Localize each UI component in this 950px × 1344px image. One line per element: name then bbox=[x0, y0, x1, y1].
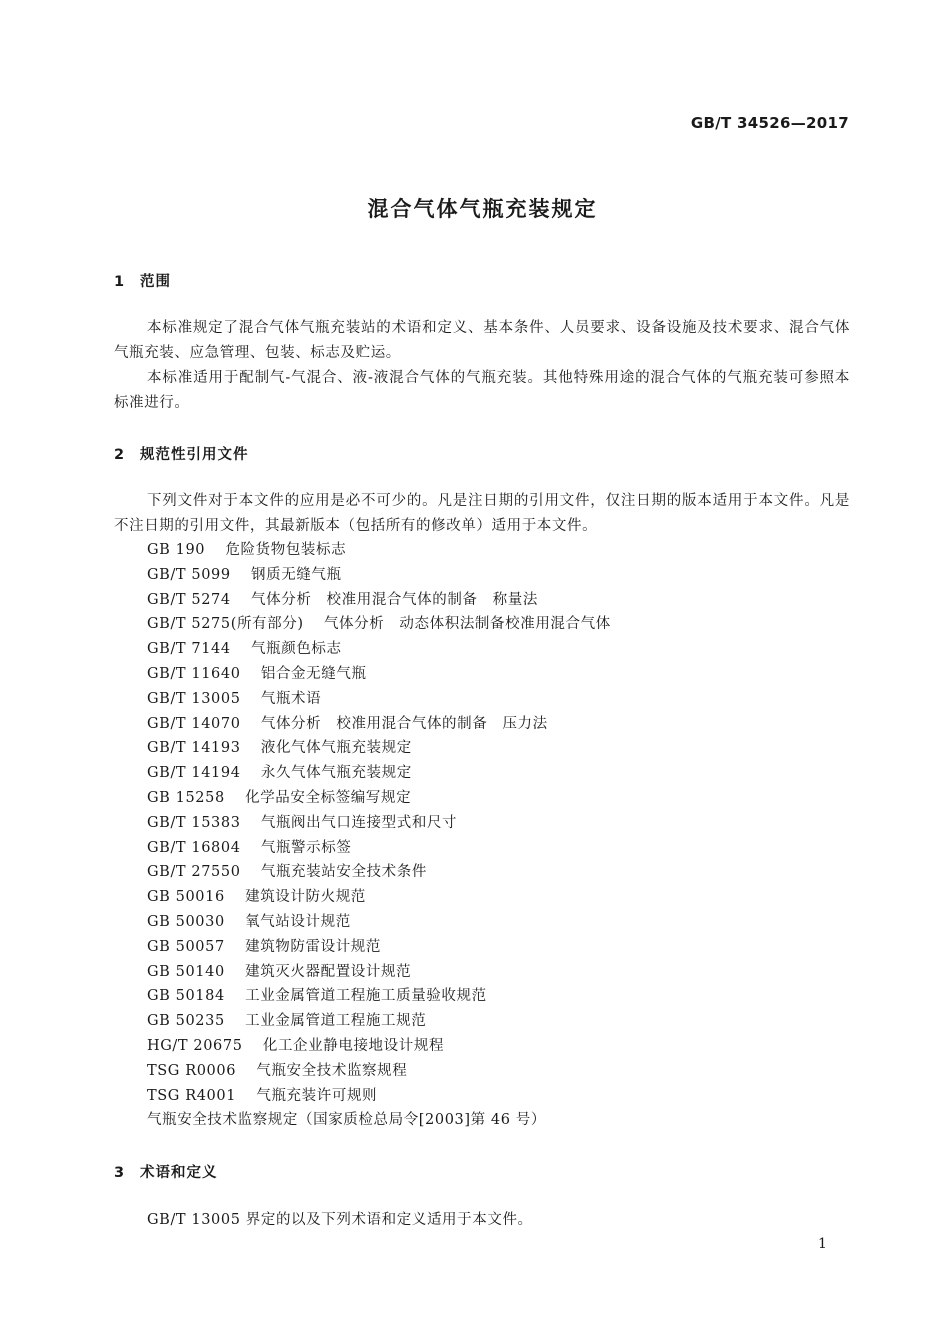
reference-code: GB/T 15383 bbox=[147, 814, 241, 831]
reference-item bbox=[147, 712, 611, 737]
reference-item bbox=[147, 662, 611, 687]
reference-item bbox=[147, 1108, 611, 1133]
section-title: 规范性引用文件 bbox=[140, 447, 249, 463]
reference-title: 工业金属管道工程施工规范 bbox=[245, 1013, 427, 1030]
section-3-paragraph-1: GB/T 13005 界定的以及下列术语和定义适用于本文件。 bbox=[147, 1212, 533, 1228]
reference-code: GB 190 bbox=[147, 542, 206, 558]
reference-title: 钢质无缝气瓶 bbox=[251, 566, 342, 583]
section-number: 2 bbox=[114, 447, 126, 463]
reference-title: 危险货物包装标志 bbox=[225, 542, 347, 558]
reference-title: 建筑灭火器配置设计规范 bbox=[245, 963, 412, 980]
reference-item bbox=[147, 612, 611, 637]
reference-code: GB/T 11640 bbox=[147, 665, 241, 682]
reference-item bbox=[147, 687, 611, 712]
reference-item bbox=[147, 1034, 611, 1059]
reference-item bbox=[147, 836, 611, 861]
reference-item bbox=[147, 885, 611, 910]
reference-title: 气瓶安全技术监察规程 bbox=[256, 1062, 408, 1079]
section-number: 1 bbox=[114, 274, 126, 290]
reference-code: GB 50140 bbox=[147, 963, 225, 980]
reference-code: GB/T 5099 bbox=[147, 566, 231, 583]
reference-code: GB/T 14194 bbox=[147, 765, 241, 782]
section-1-paragraph-1: 本标准规定了混合气体气瓶充装站的术语和定义、基本条件、人员要求、设备设施及技术要求、混合气体气瓶充装、应急管理、包装、标志及贮运。 bbox=[114, 320, 850, 361]
reference-code: GB/T 7144 bbox=[147, 641, 231, 658]
reference-item bbox=[147, 637, 611, 662]
reference-code: GB/T 27550 bbox=[147, 864, 241, 881]
reference-item bbox=[147, 1084, 611, 1109]
reference-item bbox=[147, 736, 611, 761]
reference-code: GB/T 5274 bbox=[147, 591, 231, 608]
reference-code: GB/T 13005 bbox=[147, 690, 241, 707]
reference-title: 气瓶充装站安全技术条件 bbox=[260, 864, 427, 881]
reference-item bbox=[147, 563, 611, 588]
section-2-heading bbox=[114, 443, 249, 464]
section-1-paragraph-2: 本标准适用于配制气-气混合、液-液混合气体的气瓶充装。其他特殊用途的混合气体的气瓶充装可参照本标准进行。 bbox=[114, 370, 850, 411]
reference-title: 工业金属管道工程施工质量验收规范 bbox=[245, 988, 487, 1005]
reference-title: 化学品安全标签编写规定 bbox=[245, 789, 412, 806]
reference-title: 气瓶阀出气口连接型式和尺寸 bbox=[260, 814, 458, 831]
reference-code: GB/T 16804 bbox=[147, 839, 241, 856]
reference-code: GB/T 14070 bbox=[147, 715, 241, 732]
reference-item bbox=[147, 910, 611, 935]
reference-item bbox=[147, 588, 611, 613]
reference-code: GB 50235 bbox=[147, 1013, 225, 1030]
reference-title: 气瓶警示标签 bbox=[260, 839, 352, 856]
section-3-heading bbox=[114, 1161, 218, 1182]
section-title: 范围 bbox=[140, 274, 171, 290]
section-title: 术语和定义 bbox=[140, 1165, 218, 1181]
document-title: 混合气体气瓶充装规定 bbox=[367, 197, 598, 221]
reference-title: 气体分析 动态体积法制备校准用混合气体 bbox=[323, 616, 611, 633]
reference-code: TSG R0006 bbox=[147, 1062, 237, 1079]
reference-code: GB/T 14193 bbox=[147, 740, 241, 757]
reference-code: GB 50184 bbox=[147, 988, 225, 1005]
reference-title: 永久气体气瓶充装规定 bbox=[260, 765, 412, 782]
reference-list bbox=[147, 538, 611, 1133]
reference-item bbox=[147, 935, 611, 960]
reference-item bbox=[147, 1009, 611, 1034]
reference-item bbox=[147, 538, 611, 563]
reference-item bbox=[147, 1059, 611, 1084]
reference-title: 气体分析 校准用混合气体的制备 压力法 bbox=[260, 715, 548, 732]
reference-code: HG/T 20675 bbox=[147, 1037, 243, 1054]
reference-title: 铝合金无缝气瓶 bbox=[260, 665, 367, 682]
standard-code: GB/T 34526—2017 bbox=[690, 114, 849, 132]
reference-title: 液化气体气瓶充装规定 bbox=[260, 740, 412, 757]
reference-code: GB 50057 bbox=[147, 938, 225, 955]
reference-title: 化工企业静电接地设计规程 bbox=[262, 1037, 445, 1054]
reference-title: 气体分析 校准用混合气体的制备 称量法 bbox=[251, 591, 538, 608]
reference-code: GB 50030 bbox=[147, 913, 225, 930]
reference-item bbox=[147, 761, 611, 786]
reference-title: 气瓶颜色标志 bbox=[251, 641, 342, 658]
reference-code: GB/T 5275(所有部分) bbox=[147, 616, 304, 633]
reference-item bbox=[147, 960, 611, 985]
reference-title: 建筑设计防火规范 bbox=[245, 889, 366, 906]
reference-title: 气瓶充装许可规则 bbox=[256, 1087, 378, 1104]
reference-item bbox=[147, 984, 611, 1009]
reference-title: 氧气站设计规范 bbox=[245, 913, 351, 930]
reference-item bbox=[147, 860, 611, 885]
section-1-heading bbox=[114, 270, 171, 291]
reference-item bbox=[147, 811, 611, 836]
reference-title: 气瓶安全技术监察规定（国家质检总局令[2003]第 46 号） bbox=[147, 1112, 546, 1129]
reference-title: 建筑物防雷设计规范 bbox=[245, 938, 381, 955]
reference-item bbox=[147, 786, 611, 811]
reference-title: 气瓶术语 bbox=[260, 690, 322, 707]
section-2-paragraph-1: 下列文件对于本文件的应用是必不可少的。凡是注日期的引用文件，仅注日期的版本适用于本文件。凡是不注日期的引用文件，其最新版本（包括所有的修改单）适用于本文件。 bbox=[114, 493, 850, 534]
reference-code: GB 15258 bbox=[147, 789, 225, 806]
page-number: 1 bbox=[818, 1236, 827, 1252]
reference-code: GB 50016 bbox=[147, 889, 225, 906]
section-number: 3 bbox=[114, 1165, 126, 1181]
reference-code: TSG R4001 bbox=[147, 1087, 237, 1104]
